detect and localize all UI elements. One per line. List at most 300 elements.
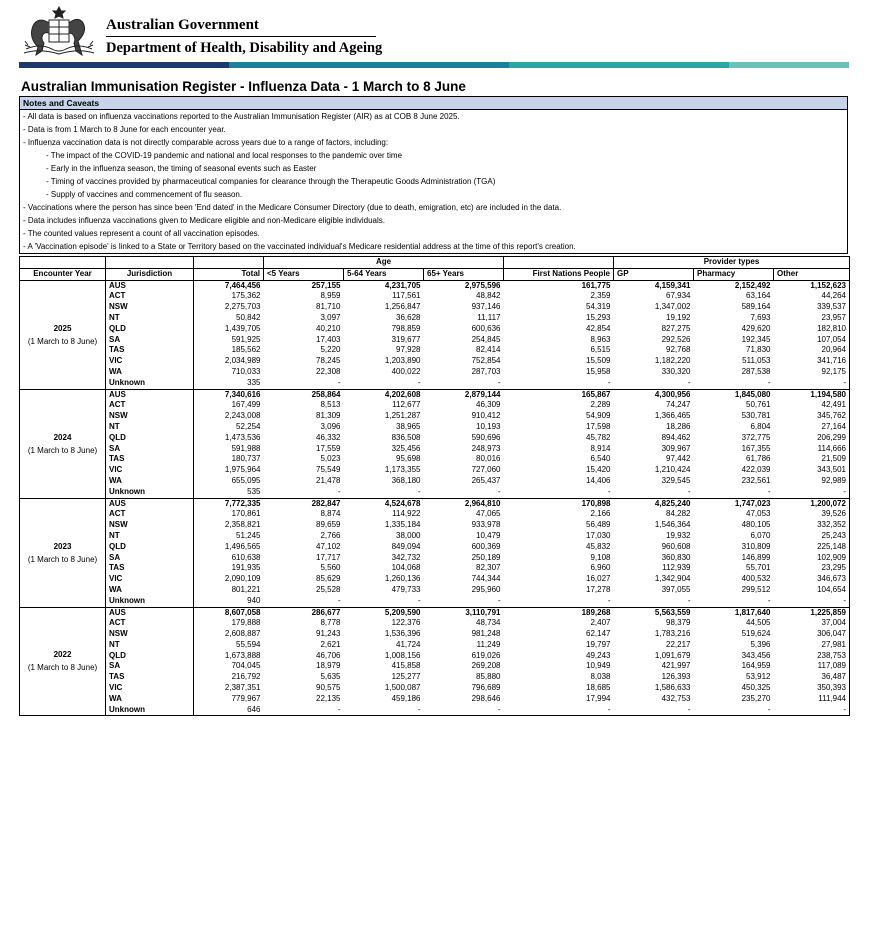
cell-total: 2,243,008 <box>194 411 264 422</box>
cell-gp: 1,210,424 <box>654 465 691 475</box>
cell-age-5-64: 38,000 <box>396 530 421 540</box>
cell-jurisdiction: TAS <box>106 345 194 356</box>
encounter-year: 2024 <box>53 432 72 442</box>
encounter-period: (1 March to 8 June) <box>27 554 98 564</box>
provider-types-header: Provider types <box>614 257 850 269</box>
note-line: - Supply of vaccines and commencement of flu season. <box>46 190 243 199</box>
cell-under-5: 17,403 <box>316 334 341 344</box>
cell-other: 306,047 <box>774 629 850 640</box>
cell-under-5: 257,155 <box>264 280 344 291</box>
cell-total: 940 <box>194 596 264 607</box>
cell-first-nations: 15,293 <box>586 312 611 322</box>
cell-first-nations: 49,243 <box>586 650 611 660</box>
cell-other: 37,004 <box>774 618 850 629</box>
cell-other: 42,491 <box>774 400 850 411</box>
cell-other: 1,194,580 <box>774 389 850 400</box>
cell-other: 343,501 <box>774 465 850 476</box>
cell-age-65-plus: 48,734 <box>476 618 501 628</box>
cell-under-5: 3,096 <box>320 421 341 431</box>
cell-first-nations: 6,960 <box>590 563 611 573</box>
cell-pharmacy: 7,693 <box>750 312 771 322</box>
cell-age-65-plus: 269,208 <box>471 661 501 671</box>
cell-first-nations: - <box>504 596 614 607</box>
cell-first-nations: 45,832 <box>586 541 611 551</box>
cell-total: 7,772,335 <box>194 498 264 509</box>
cell-jurisdiction: NT <box>106 531 194 542</box>
cell-gp: 1,091,679 <box>654 650 691 660</box>
cell-pharmacy: 310,809 <box>741 541 771 551</box>
cell-age-5-64: 117,561 <box>392 291 421 301</box>
cell-jurisdiction: Unknown <box>106 487 194 498</box>
cell-gp: 1,586,633 <box>654 683 691 693</box>
cell-age-65-plus: 298,646 <box>471 693 501 703</box>
cell-gp: 19,192 <box>666 312 691 322</box>
cell-under-5: 75,549 <box>316 465 341 475</box>
cell-gp: 397,055 <box>661 584 691 594</box>
cell-under-5: - <box>264 705 344 716</box>
cell-first-nations: - <box>504 487 614 498</box>
cell-age-65-plus: 752,854 <box>471 356 501 366</box>
cell-first-nations: 2,289 <box>590 400 611 410</box>
cell-first-nations: 17,030 <box>586 530 611 540</box>
cell-jurisdiction: NT <box>106 313 194 324</box>
cell-pharmacy: 61,786 <box>746 454 771 464</box>
cell-total: 801,221 <box>194 585 264 596</box>
cell-pharmacy: 511,053 <box>742 356 771 366</box>
cell-pharmacy: 5,396 <box>750 639 771 649</box>
cell-pharmacy: 530,781 <box>741 411 771 421</box>
cell-gp: 1,546,364 <box>654 520 691 530</box>
cell-pharmacy: - <box>694 705 774 716</box>
cell-total: 170,861 <box>194 509 264 520</box>
cell-other: 1,225,859 <box>774 607 850 618</box>
cell-age-5-64: - <box>344 487 424 498</box>
cell-first-nations: 42,854 <box>586 323 611 333</box>
cell-gp: 126,393 <box>661 672 691 682</box>
table-row <box>20 509 850 520</box>
cell-pharmacy: 55,701 <box>746 563 771 573</box>
encounter-year-cell <box>20 280 106 389</box>
cell-age-5-64: 112,677 <box>392 400 421 410</box>
table-row <box>20 411 850 422</box>
cell-age-65-plus: 590,696 <box>471 432 501 442</box>
cell-gp: - <box>614 596 694 607</box>
cell-age-65-plus: 981,248 <box>471 629 501 639</box>
table-row <box>20 465 850 476</box>
cell-age-5-64: 798,859 <box>391 323 421 333</box>
col-other: Other <box>774 268 850 280</box>
cell-other: 111,944 <box>774 694 850 705</box>
cell-gp: 421,997 <box>661 661 691 671</box>
cell-jurisdiction: VIC <box>106 574 194 585</box>
cell-under-5: 81,710 <box>316 302 341 312</box>
cell-age-5-64: - <box>344 596 424 607</box>
cell-jurisdiction: AUS <box>106 498 194 509</box>
cell-under-5: 5,023 <box>320 454 341 464</box>
table-row <box>20 563 850 574</box>
header-spacer <box>194 257 264 269</box>
cell-pharmacy: 146,899 <box>741 552 771 562</box>
cell-jurisdiction: NT <box>106 640 194 651</box>
table-row <box>20 542 850 553</box>
cell-first-nations: 14,406 <box>586 475 611 485</box>
col-65-plus: 65+ Years <box>424 268 504 280</box>
cell-other: 21,509 <box>774 454 850 465</box>
cell-under-5: 282,847 <box>264 498 344 509</box>
cell-age-65-plus: 10,193 <box>476 421 501 431</box>
cell-under-5: 85,629 <box>316 574 341 584</box>
cell-jurisdiction: AUS <box>106 389 194 400</box>
cell-age-65-plus: 600,636 <box>471 323 501 333</box>
brand-bar-segment <box>729 62 849 68</box>
cell-gp: 292,526 <box>661 334 691 344</box>
header-spacer <box>20 257 106 269</box>
cell-jurisdiction: QLD <box>106 433 194 444</box>
cell-age-65-plus: 295,960 <box>471 584 501 594</box>
cell-jurisdiction: VIC <box>106 465 194 476</box>
cell-total: 1,496,565 <box>194 542 264 553</box>
cell-total: 50,842 <box>194 313 264 324</box>
cell-age-65-plus: 3,110,791 <box>424 607 504 618</box>
cell-first-nations: 18,685 <box>586 683 611 693</box>
cell-first-nations: 2,359 <box>590 291 611 301</box>
cell-pharmacy: 63,164 <box>746 291 771 301</box>
cell-pharmacy: 480,105 <box>741 520 771 530</box>
cell-first-nations: 8,963 <box>590 334 611 344</box>
cell-other: 1,152,623 <box>774 280 850 291</box>
cell-first-nations: 17,994 <box>586 693 611 703</box>
cell-gp: 4,825,240 <box>614 498 694 509</box>
cell-total: 535 <box>194 487 264 498</box>
cell-total: 2,090,109 <box>194 574 264 585</box>
government-header <box>20 3 383 59</box>
cell-total: 710,033 <box>194 367 264 378</box>
cell-first-nations: 15,958 <box>586 366 611 376</box>
cell-age-5-64: 5,209,590 <box>344 607 424 618</box>
cell-total: 1,975,964 <box>194 465 264 476</box>
cell-gp: 329,545 <box>661 475 691 485</box>
cell-total: 216,792 <box>194 672 264 683</box>
table-row <box>20 531 850 542</box>
cell-age-5-64: 415,858 <box>391 661 421 671</box>
encounter-year: 2023 <box>53 541 72 551</box>
cell-other: 1,200,072 <box>774 498 850 509</box>
table-body <box>20 280 850 716</box>
table-row <box>20 313 850 324</box>
col-encounter-year: Encounter Year <box>20 268 106 280</box>
cell-first-nations: 56,489 <box>586 520 611 530</box>
cell-pharmacy: 167,355 <box>741 443 771 453</box>
cell-gp: 827,275 <box>661 323 691 333</box>
table-row <box>20 585 850 596</box>
cell-gp: 1,783,216 <box>654 629 691 639</box>
cell-under-5: 5,220 <box>320 345 341 355</box>
table-row <box>20 324 850 335</box>
cell-other: 346,673 <box>774 574 850 585</box>
cell-other: 36,487 <box>774 672 850 683</box>
cell-other: 238,753 <box>774 651 850 662</box>
cell-gp: 84,282 <box>666 509 691 519</box>
cell-age-5-64: 95,698 <box>396 454 421 464</box>
cell-total: 179,888 <box>194 618 264 629</box>
cell-age-65-plus: 2,879,144 <box>424 389 504 400</box>
note-line: - Vaccinations where the person has since been 'End dated' in the Medicare Consumer Directory (due to death, emigration, etc) are included in the data. <box>23 203 562 212</box>
table-row <box>20 400 850 411</box>
cell-age-65-plus: 250,189 <box>471 552 501 562</box>
cell-jurisdiction: QLD <box>106 324 194 335</box>
cell-under-5: 2,766 <box>320 530 341 540</box>
cell-pharmacy: 422,039 <box>741 465 771 475</box>
cell-jurisdiction: TAS <box>106 672 194 683</box>
cell-gp: 5,563,559 <box>614 607 694 618</box>
cell-jurisdiction: VIC <box>106 356 194 367</box>
cell-under-5: 81,309 <box>316 411 341 421</box>
cell-age-65-plus: 910,412 <box>471 411 501 421</box>
cell-age-65-plus: - <box>424 487 504 498</box>
cell-pharmacy: - <box>694 487 774 498</box>
table-row <box>20 280 850 291</box>
note-line: - Timing of vaccines provided by pharmaceutical companies for clearance through the Therapeutic Goods Administration (TGA) <box>46 177 496 186</box>
table-row <box>20 574 850 585</box>
cell-pharmacy: 1,817,640 <box>694 607 774 618</box>
cell-age-5-64: 459,186 <box>391 693 421 703</box>
cell-total: 591,925 <box>194 335 264 346</box>
cell-total: 180,737 <box>194 454 264 465</box>
cell-under-5: 286,677 <box>264 607 344 618</box>
cell-age-5-64: 114,922 <box>392 509 421 519</box>
notes-and-caveats <box>19 96 848 254</box>
cell-age-5-64: 1,536,396 <box>384 629 421 639</box>
encounter-year-cell <box>20 389 106 498</box>
cell-gp: 18,286 <box>666 421 691 431</box>
cell-gp: 67,934 <box>666 291 691 301</box>
cell-total: 191,935 <box>194 563 264 574</box>
cell-jurisdiction: Unknown <box>106 378 194 389</box>
cell-under-5: 5,635 <box>320 672 341 682</box>
cell-total: 610,638 <box>194 553 264 564</box>
table-row <box>20 607 850 618</box>
cell-age-5-64: 479,733 <box>391 584 421 594</box>
cell-jurisdiction: TAS <box>106 563 194 574</box>
table-row <box>20 367 850 378</box>
cell-jurisdiction: NSW <box>106 520 194 531</box>
cell-gp: - <box>614 487 694 498</box>
cell-age-65-plus: 11,249 <box>476 639 501 649</box>
cell-age-5-64: 1,500,087 <box>384 683 421 693</box>
cell-pharmacy: 519,624 <box>741 629 771 639</box>
table-row <box>20 476 850 487</box>
cell-age-5-64: 1,173,355 <box>384 465 421 475</box>
cell-under-5: 22,135 <box>316 693 341 703</box>
cell-pharmacy: 429,620 <box>741 323 771 333</box>
cell-total: 655,095 <box>194 476 264 487</box>
cell-gp: 330,320 <box>661 366 691 376</box>
cell-other: 92,989 <box>774 476 850 487</box>
cell-other: 23,295 <box>774 563 850 574</box>
cell-jurisdiction: SA <box>106 444 194 455</box>
cell-first-nations: 8,038 <box>590 672 611 682</box>
note-line: - A 'Vaccination episode' is linked to a State or Territory based on the vaccinated individual's Medicare residential address at the time of this report's creation. <box>23 242 576 251</box>
table-row <box>20 596 850 607</box>
table-row <box>20 640 850 651</box>
cell-gp: 1,347,002 <box>654 302 691 312</box>
cell-total: 8,607,058 <box>194 607 264 618</box>
cell-other: - <box>774 487 850 498</box>
table-row <box>20 444 850 455</box>
cell-total: 55,594 <box>194 640 264 651</box>
cell-first-nations: 15,420 <box>586 465 611 475</box>
cell-gp: 360,830 <box>661 552 691 562</box>
cell-total: 2,275,703 <box>194 302 264 313</box>
cell-total: 2,387,351 <box>194 683 264 694</box>
cell-gp: 22,217 <box>666 639 691 649</box>
cell-under-5: - <box>264 487 344 498</box>
cell-age-65-plus: 254,845 <box>471 334 501 344</box>
cell-under-5: 90,575 <box>316 683 341 693</box>
cell-under-5: 17,559 <box>316 443 341 453</box>
cell-total: 7,464,456 <box>194 280 264 291</box>
page-title: Australian Immunisation Register - Influenza Data - 1 March to 8 June <box>21 79 466 94</box>
cell-age-5-64: 1,335,184 <box>384 520 421 530</box>
encounter-period: (1 March to 8 June) <box>27 445 98 455</box>
table-row <box>20 629 850 640</box>
cell-other: 25,243 <box>774 531 850 542</box>
government-name: Australian Government <box>106 17 259 33</box>
table-row <box>20 302 850 313</box>
cell-total: 646 <box>194 705 264 716</box>
cell-first-nations: - <box>504 705 614 716</box>
cell-age-65-plus: 48,842 <box>476 291 501 301</box>
cell-first-nations: 16,027 <box>586 574 611 584</box>
cell-age-65-plus: 248,973 <box>471 443 501 453</box>
cell-under-5: 89,659 <box>316 520 341 530</box>
cell-pharmacy: 235,270 <box>741 693 771 703</box>
cell-under-5: 22,308 <box>316 366 341 376</box>
cell-under-5: 18,979 <box>316 661 341 671</box>
cell-first-nations: 54,909 <box>586 411 611 421</box>
cell-age-65-plus: 727,060 <box>471 465 501 475</box>
cell-jurisdiction: ACT <box>106 618 194 629</box>
table-row <box>20 661 850 672</box>
cell-age-65-plus: 287,703 <box>471 366 501 376</box>
cell-under-5: - <box>264 378 344 389</box>
table-row <box>20 335 850 346</box>
age-group-header: Age <box>264 257 504 269</box>
note-line: - Influenza vaccination data is not directly comparable across years due to a range of factors, including: <box>23 138 389 147</box>
cell-jurisdiction: AUS <box>106 280 194 291</box>
cell-age-65-plus: 796,689 <box>471 683 501 693</box>
brand-bar-segment <box>229 62 509 68</box>
cell-gp: 19,932 <box>666 530 691 540</box>
cell-jurisdiction: VIC <box>106 683 194 694</box>
header-divider <box>106 36 376 37</box>
note-line: - All data is based on influenza vaccinations reported to the Australian Immunisation Register (AIR) as at COB 8 June 2025. <box>23 112 460 121</box>
cell-pharmacy: 400,532 <box>741 574 771 584</box>
table-row <box>20 618 850 629</box>
cell-gp: 74,247 <box>666 400 691 410</box>
header-spacer <box>504 257 614 269</box>
cell-other: 206,299 <box>774 433 850 444</box>
cell-jurisdiction: WA <box>106 585 194 596</box>
cell-gp: 97,442 <box>666 454 691 464</box>
cell-gp: 1,366,465 <box>654 411 691 421</box>
cell-other: 27,981 <box>774 640 850 651</box>
cell-first-nations: 165,867 <box>504 389 614 400</box>
cell-total: 591,988 <box>194 444 264 455</box>
cell-jurisdiction: TAS <box>106 454 194 465</box>
cell-gp: 309,967 <box>661 443 691 453</box>
cell-under-5: 258,864 <box>264 389 344 400</box>
cell-pharmacy: 6,070 <box>750 530 771 540</box>
note-line: - Data is from 1 March to 8 June for each encounter year. <box>23 125 226 134</box>
table-row <box>20 378 850 389</box>
cell-other: 182,810 <box>774 324 850 335</box>
cell-gp: - <box>614 378 694 389</box>
cell-pharmacy: 50,761 <box>746 400 771 410</box>
cell-age-5-64: 849,094 <box>391 541 421 551</box>
cell-age-65-plus: 82,414 <box>476 345 501 355</box>
table-row <box>20 705 850 716</box>
note-line: - Data includes influenza vaccinations given to Medicare eligible and non-Medicare eligible individuals. <box>23 216 385 225</box>
cell-age-5-64: 122,376 <box>391 618 421 628</box>
cell-pharmacy: 164,959 <box>741 661 771 671</box>
encounter-period: (1 March to 8 June) <box>27 336 98 346</box>
table-row <box>20 422 850 433</box>
cell-first-nations: 9,108 <box>590 552 611 562</box>
note-line: - Early in the influenza season, the timing of seasonal events such as Easter <box>46 164 317 173</box>
cell-gp: - <box>614 705 694 716</box>
cell-pharmacy: 343,456 <box>741 650 771 660</box>
cell-under-5: 40,210 <box>316 323 341 333</box>
cell-total: 2,034,989 <box>194 356 264 367</box>
col-under-5: <5 Years <box>264 268 344 280</box>
cell-age-5-64: 400,022 <box>391 366 421 376</box>
cell-total: 704,045 <box>194 661 264 672</box>
cell-age-65-plus: 937,146 <box>471 302 501 312</box>
cell-gp: 1,182,220 <box>654 356 691 366</box>
cell-under-5: 47,102 <box>316 541 341 551</box>
cell-pharmacy: 44,505 <box>746 618 771 628</box>
cell-age-5-64: 1,256,847 <box>384 302 421 312</box>
cell-gp: 4,159,341 <box>614 280 694 291</box>
encounter-year-cell <box>20 498 106 607</box>
cell-age-5-64: 836,508 <box>391 432 421 442</box>
cell-age-5-64: 1,260,136 <box>384 574 421 584</box>
cell-first-nations: 2,166 <box>590 509 611 519</box>
cell-age-5-64: 125,277 <box>391 672 421 682</box>
col-gp: GP <box>614 268 694 280</box>
cell-jurisdiction: NSW <box>106 302 194 313</box>
table-row <box>20 433 850 444</box>
cell-jurisdiction: ACT <box>106 509 194 520</box>
cell-age-65-plus: 744,344 <box>471 574 501 584</box>
cell-gp: 112,939 <box>662 563 691 573</box>
cell-gp: 960,608 <box>661 541 691 551</box>
table-row <box>20 291 850 302</box>
cell-other: 345,762 <box>774 411 850 422</box>
cell-other: 339,537 <box>774 302 850 313</box>
cell-pharmacy: - <box>694 596 774 607</box>
table-row <box>20 683 850 694</box>
cell-age-5-64: 1,203,890 <box>384 356 421 366</box>
note-line: - The counted values represent a count of all vaccination episodes. <box>23 229 260 238</box>
cell-gp: 894,462 <box>661 432 691 442</box>
cell-age-5-64: 41,724 <box>396 639 421 649</box>
cell-age-65-plus: 933,978 <box>471 520 501 530</box>
cell-gp: 98,379 <box>666 618 691 628</box>
cell-total: 7,340,616 <box>194 389 264 400</box>
cell-under-5: 17,717 <box>316 552 341 562</box>
